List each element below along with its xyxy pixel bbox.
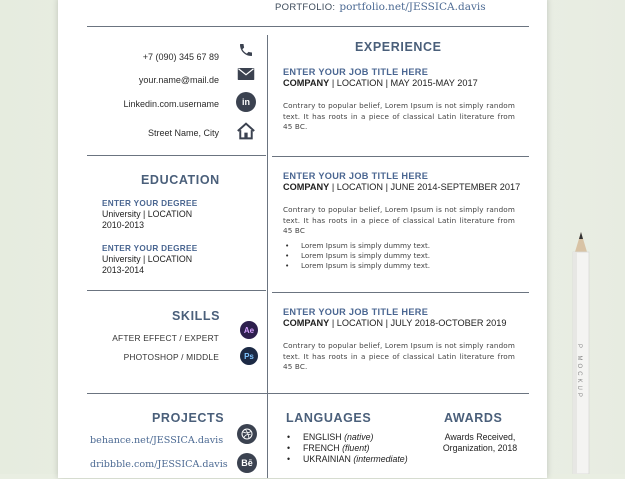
languages-heading: LANGUAGES [286, 411, 372, 425]
experience-heading: EXPERIENCE [355, 40, 442, 54]
home-icon [236, 121, 256, 141]
job-company-2: COMPANY | LOCATION | JUNE 2014-SEPTEMBER 2017 [283, 182, 521, 192]
contact-email: your.name@mail.de [138, 75, 219, 85]
contact-linkedin: Linkedin.com.username [123, 99, 219, 109]
experience-rule-1 [272, 156, 529, 157]
edu-years-1: 2010-2013 [102, 220, 145, 230]
portfolio-link[interactable]: portfolio.net/JESSICA.davis [339, 1, 486, 13]
resume-page [58, 0, 547, 478]
contact-phone: +7 (090) 345 67 89 [142, 52, 219, 62]
contact-address: Street Name, City [147, 128, 219, 138]
skills-rule [87, 290, 266, 291]
mail-icon [236, 64, 256, 84]
award-line-1: Awards Received, [444, 432, 516, 442]
linkedin-icon[interactable]: in [236, 92, 256, 112]
list-item: • ENGLISH (native) [287, 432, 408, 443]
skill-after-effect: AFTER EFFECT / EXPERT [112, 333, 219, 343]
job-description-2: Contrary to popular belief, Lorem Ipsum is not simply random text. It has roots in a piece of classical Latin literature from 45 BC [283, 205, 515, 235]
photoshop-icon: Ps [240, 347, 258, 365]
bottom-rule [87, 393, 529, 394]
list-item: • Lorem Ipsum is simply dummy text. [285, 251, 430, 261]
edu-degree-1: ENTER YOUR DEGREE [102, 199, 198, 208]
job-description-3: Contrary to popular belief, Lorem Ipsum is not simply random text. It has roots in a piece of classical Latin literature from 45 BC. [283, 341, 515, 371]
pencil-prop [566, 232, 596, 474]
list-item: • Lorem Ipsum is simply dummy text. [285, 241, 430, 251]
education-heading: EDUCATION [141, 173, 220, 187]
job-title-2: ENTER YOUR JOB TITLE HERE [283, 171, 429, 181]
top-rule [87, 26, 529, 27]
job-description-1: Contrary to popular belief, Lorem Ipsum is not simply random text. It has roots in a piece of classical Latin literature from 45 BC. [283, 101, 515, 131]
list-item: • Lorem Ipsum is simply dummy text. [285, 261, 430, 271]
portfolio-line [275, 1, 486, 13]
edu-degree-2: ENTER YOUR DEGREE [102, 244, 198, 253]
edu-place-2: University | LOCATION [102, 254, 193, 264]
education-rule [87, 155, 266, 156]
job-bullets-2 [285, 241, 430, 272]
awards-heading: AWARDS [444, 411, 503, 425]
pencil-label: P MOCKUP [576, 344, 582, 400]
job-title-1: ENTER YOUR JOB TITLE HERE [283, 67, 429, 77]
after-effects-icon: Ae [240, 321, 258, 339]
experience-rule-2 [272, 292, 529, 293]
phone-icon [236, 40, 256, 60]
skill-photoshop: PHOTOSHOP / MIDDLE [123, 352, 219, 362]
languages-list [287, 432, 408, 465]
list-item: • UKRAINIAN (intermediate) [287, 454, 408, 465]
portfolio-label: PORTFOLIO: [275, 2, 336, 13]
projects-heading: PROJECTS [152, 411, 225, 425]
dribbble-link[interactable]: dribbble.com/JESSICA.davis [90, 459, 228, 470]
job-title-3: ENTER YOUR JOB TITLE HERE [283, 307, 429, 317]
list-item: • FRENCH (fluent) [287, 443, 408, 454]
edu-years-2: 2013-2014 [102, 265, 145, 275]
edu-place-1: University | LOCATION [102, 209, 193, 219]
dribbble-icon[interactable] [237, 424, 257, 444]
job-company-1: COMPANY | LOCATION | MAY 2015-MAY 2017 [283, 78, 478, 88]
column-divider [267, 35, 268, 478]
award-line-2: Organization, 2018 [442, 443, 518, 453]
job-company-3: COMPANY | LOCATION | JULY 2018-OCTOBER 2019 [283, 318, 507, 328]
behance-icon[interactable]: Bē [237, 453, 257, 473]
skills-heading: SKILLS [172, 309, 221, 323]
behance-link[interactable]: behance.net/JESSICA.davis [90, 435, 224, 446]
